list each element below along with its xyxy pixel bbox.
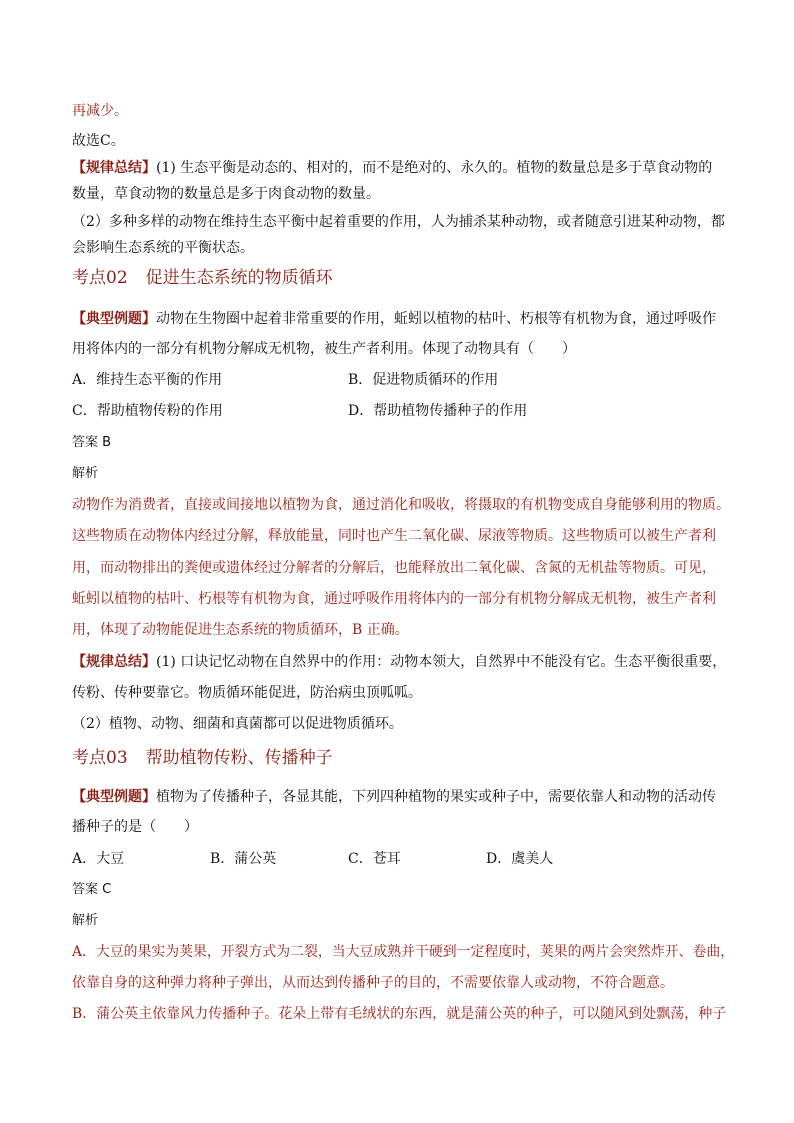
section2-title: 促进生态系统的物质循环: [145, 268, 333, 288]
section2-analysis-label: 解析: [72, 466, 99, 481]
section2-answer: 答案 B: [72, 435, 112, 450]
section3-heading: [72, 746, 333, 770]
section2-option-c: C．帮助植物传粉的作用: [72, 403, 223, 419]
section2-question-text-1: 动物在生物圈中起着非常重要的作用，蚯蚓以植物的枯叶、朽根等有机物为食，通过呼吸作: [156, 311, 716, 327]
section2-analysis-line-1: 动物作为消费者，直接或间接地以植物为食，通过消化和吸收，将摄取的有机物变成自身能够利用的物质。: [72, 497, 730, 513]
intro-line-2: 故选C。: [72, 133, 125, 149]
section2-example-tag: 【典型例题】: [72, 311, 156, 327]
section2-summary-line-2: 传粉、传种要靠它。物质循环能促进，防治病虫顶呱呱。: [72, 685, 422, 701]
section3-question-line-2: 播种子的是（ ）: [72, 819, 198, 835]
section2-analysis-line-4: 蚯蚓以植物的枯叶、朽根等有机物为食，通过呼吸作用将体内的一部分有机物分解成无机物，被生产者利: [72, 591, 716, 607]
section3-option-b: B．蒲公英: [210, 851, 277, 867]
section2-number: 考点02: [72, 268, 128, 288]
section2-question-line-2: 用将体内的一部分有机物分解成无机物，被生产者利用。体现了动物具有（ ）: [72, 341, 576, 357]
section3-analysis-line-3: B．蒲公英主依靠风力传播种子。花朵上带有毛绒状的东西，就是蒲公英的种子，可以随风到处飘荡，种子: [72, 1006, 727, 1022]
section3-number: 考点03: [72, 748, 128, 768]
section2-analysis-line-2: 这些物质在动物体内经过分解，释放能量，同时也产生二氧化碳、尿液等物质。这些物质可以被生产者利: [72, 528, 716, 544]
section2-summary-line-3: （2）植物、动物、细菌和真菌都可以促进物质循环。: [72, 716, 403, 732]
section3-option-c: C．苍耳: [348, 851, 401, 867]
summary1-tag: 【规律总结】: [72, 160, 156, 176]
section3-question-line-1: [72, 787, 716, 807]
section2-question-line-1: [72, 309, 716, 329]
summary1-line-1: [72, 158, 712, 178]
section3-analysis-line-1: A．大豆的果实为荚果，开裂方式为二裂，当大豆成熟并干硬到一定程度时，荚果的两片会突然炸开、卷曲，: [72, 944, 735, 960]
section2-analysis-line-5: 用，体现了动物能促进生态系统的物质循环，B 正确。: [72, 622, 409, 638]
section3-option-d: D．虞美人: [486, 851, 554, 867]
summary1-line-3: （2）多种多样的动物在维持生态平衡中起着重要的作用，人为捕杀某种动物，或者随意引进某种动物，都: [72, 214, 725, 230]
section3-question-text-1: 植物为了传播种子，各显其能，下列四种植物的果实或种子中，需要依靠人和动物的活动传: [156, 789, 716, 805]
section2-heading: [72, 266, 333, 290]
section2-summary-text-1: (1) 口诀记忆动物在自然界中的作用：动物本领大，自然界中不能没有它。生态平衡很重要，: [156, 654, 727, 670]
section2-option-b: B．促进物质循环的作用: [348, 372, 499, 388]
section3-analysis-label: 解析: [72, 913, 99, 928]
summary1-line-4: 会影响生态系统的平衡状态。: [72, 240, 254, 256]
section2-option-d: D．帮助植物传播种子的作用: [348, 403, 528, 419]
intro-line-1: 再减少。: [72, 103, 128, 119]
summary1-line-2: 数量，草食动物的数量总是多于肉食动物的数量。: [72, 186, 380, 202]
summary1-text-1: (1) 生态平衡是动态的、相对的，而不是绝对的、永久的。植物的数量总是多于草食动物的: [156, 160, 713, 176]
section2-summary-tag: 【规律总结】: [72, 654, 156, 670]
section3-answer: 答案 C: [72, 882, 112, 897]
section3-analysis-line-2: 依靠自身的这种弹力将种子弹出，从而达到传播种子的目的，不需要依靠人或动物，不符合题意。: [72, 975, 674, 991]
section3-example-tag: 【典型例题】: [72, 789, 156, 805]
section2-analysis-line-3: 用，而动物排出的粪便或遗体经过分解者的分解后，也能释放出二氧化碳、含氮的无机盐等物质。可见，: [72, 560, 716, 576]
section3-option-a: A．大豆: [72, 851, 125, 867]
section3-title: 帮助植物传粉、传播种子: [145, 748, 333, 768]
section2-summary-line-1: [72, 652, 726, 672]
section2-option-a: A．维持生态平衡的作用: [72, 372, 223, 388]
